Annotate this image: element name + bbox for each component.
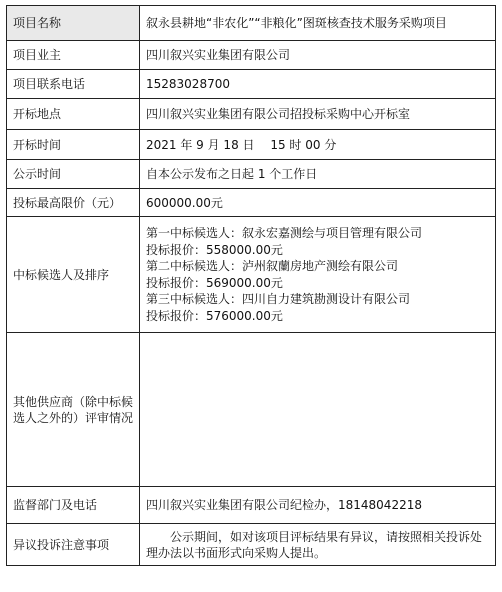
open-time-label: 开标时间 (7, 130, 140, 160)
table-row (7, 70, 496, 99)
table-row (7, 41, 496, 70)
publicity-time-label: 公示时间 (7, 160, 140, 189)
supervisor-value: 四川叙兴实业集团有限公司纪检办，18148042218 (140, 487, 496, 524)
table-row (7, 524, 496, 566)
table-row (7, 6, 496, 41)
location-value: 四川叙兴实业集团有限公司招投标采购中心开标室 (140, 99, 496, 130)
candidate-1-name: 第一中标候选人：叙永宏嘉测绘与项目管理有限公司 (146, 226, 423, 240)
publicity-time-value: 自本公示发布之日起 1 个工作日 (140, 160, 496, 189)
candidate-2-name: 第二中标候选人：泸州叙蘭房地产测绘有限公司 (146, 259, 399, 273)
candidate-3-name: 第三中标候选人：四川自力建筑勘测设计有限公司 (146, 292, 411, 306)
candidate-2-price: 投标报价：569000.00元 (146, 275, 283, 290)
table-row (7, 487, 496, 524)
objection-label: 异议投诉注意事项 (7, 524, 140, 566)
table-row (7, 217, 496, 333)
candidate-1-price: 投标报价：558000.00元 (146, 242, 283, 257)
phone-label: 项目联系电话 (7, 70, 140, 99)
project-name-label: 项目名称 (7, 6, 140, 41)
max-price-value: 600000.00元 (140, 189, 496, 217)
candidates-list (140, 217, 496, 333)
table-row (7, 333, 496, 487)
open-time-value: 2021 年 9 月 18 日 15 时 00 分 (140, 130, 496, 160)
project-name-value: 叙永县耕地“非农化”“非粮化”图斑核查技术服务采购项目 (140, 6, 496, 41)
objection-value: 公示期间，如对该项目评标结果有异议，请按照相关投诉处理办法以书面形式向采购人提出。 (140, 524, 496, 566)
max-price-label: 投标最高限价（元） (7, 189, 140, 217)
table-row (7, 99, 496, 130)
bid-result-table (6, 5, 496, 566)
other-review-label: 其他供应商（除中标候选人之外的）评审情况 (7, 333, 140, 487)
project-owner-label: 项目业主 (7, 41, 140, 70)
table-row (7, 189, 496, 217)
table-row (7, 130, 496, 160)
candidates-label: 中标候选人及排序 (7, 217, 140, 333)
project-owner-value: 四川叙兴实业集团有限公司 (140, 41, 496, 70)
candidate-3-price: 投标报价：576000.00元 (146, 308, 283, 323)
other-review-value (140, 333, 496, 487)
phone-value: 15283028700 (140, 70, 496, 99)
table-row (7, 160, 496, 189)
supervisor-label: 监督部门及电话 (7, 487, 140, 524)
location-label: 开标地点 (7, 99, 140, 130)
